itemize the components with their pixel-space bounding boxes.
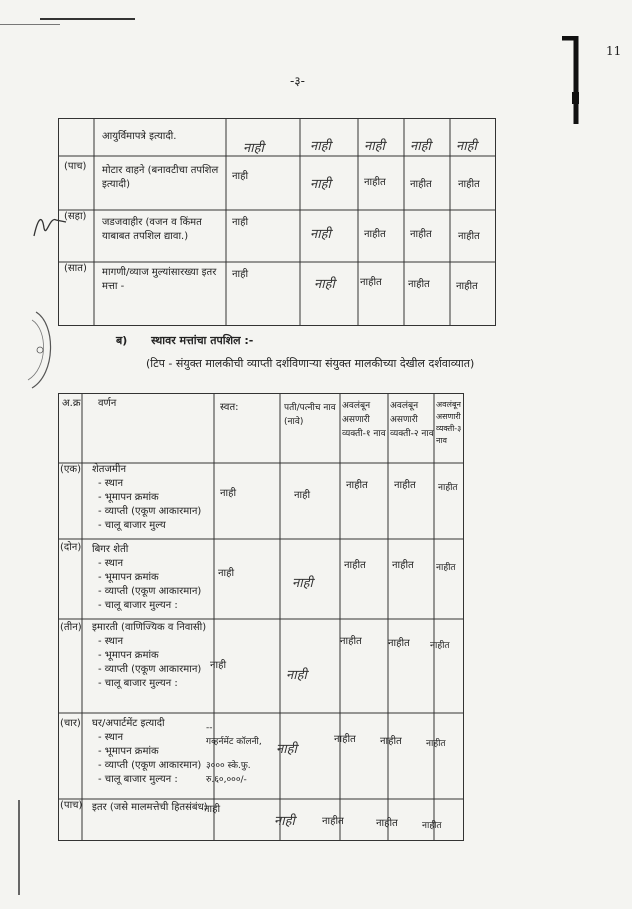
row-description: आयुर्विमापत्रे इत्यादी. [102, 131, 177, 142]
row-item: - भूमापन क्रमांक [98, 572, 159, 583]
dependent1-value: नाहीत [364, 177, 386, 188]
self-value: नाही [232, 269, 249, 280]
row-description: मोटार वाहने (बनावटीचा तपशिल इत्यादी) [102, 165, 219, 190]
header-description: वर्णन [98, 398, 117, 409]
scan-edge [18, 800, 20, 895]
dependent2-value: नाहीत [380, 736, 402, 747]
row-item: - स्थान [98, 478, 124, 489]
row-index: (चार) [60, 718, 81, 729]
dependent1-value: नाहीत [344, 560, 366, 571]
spouse-value: नाही [294, 490, 311, 501]
row-description: जडजवाहीर (वजन व किंमत याबाबत तपशिल द्यावा.) [102, 217, 202, 242]
row-item: - चालू बाजार मुल्यन : [98, 600, 178, 611]
self-value-line: गव्हर्नमेंट कॉलनी, [206, 737, 262, 747]
dependent2-value: नाही [410, 139, 431, 154]
row-item: - व्याप्ती (एकूण आकारमान) [98, 506, 202, 517]
dependent3-value: नाही [456, 139, 477, 154]
dependent1-value: नाहीत [322, 816, 344, 827]
row-item: - चालू बाजार मुल्य [98, 520, 166, 531]
row-title [92, 717, 212, 787]
dependent2-value: नाहीत [408, 279, 430, 290]
row-item: - भूमापन क्रमांक [98, 746, 159, 757]
self-value-line: -- [206, 723, 213, 733]
row-index: (एक) [60, 464, 82, 475]
section-note: (टिप - संयुक्त मालकीची व्याप्ती दर्शविणाऱ्या संयुक्त मालकीच्या देखील दर्शवाव्यात) [146, 357, 475, 370]
row-item: - व्याप्ती (एकूण आकारमान) [98, 586, 202, 597]
row-title [92, 543, 212, 613]
self-value: नाही [204, 804, 221, 815]
dependent1-value: नाहीत [364, 229, 386, 240]
dependent3-value: नाहीत [456, 281, 478, 292]
movable-assets-table [58, 118, 496, 326]
header-dependent1: अवलंबून असणारी व्यक्ती-१ नाव [342, 401, 386, 439]
dependent1-value: नाहीत [334, 734, 356, 745]
row-title-text: बिगर शेती [92, 544, 129, 555]
dependent1-value: नाहीत [346, 480, 368, 491]
self-value: नाही [232, 217, 249, 228]
dependent2-value: नाहीत [410, 229, 432, 240]
self-value: नाही [218, 568, 235, 579]
spouse-value: नाही [310, 227, 331, 242]
row-item: - व्याप्ती (एकूण आकारमान) [98, 760, 202, 771]
dependent1-value: नाहीत [360, 277, 382, 288]
row-index: (दोन) [60, 542, 82, 553]
header-dependent3: अवलंबून असणारी व्यक्ती-३ नाव [436, 400, 462, 445]
dependent3-value: नाहीत [422, 821, 442, 831]
row-item: - स्थान [98, 558, 124, 569]
section-title: स्थावर मत्तांचा तपशिल :- [151, 334, 254, 347]
header-spouse: पती/पत्नीच नाव (नावे) [284, 403, 336, 427]
row-title-text: घर/अपार्टमेंट इत्यादी [92, 718, 165, 729]
row-title-text: शेतजमीन [92, 464, 127, 475]
spouse-value: नाही [286, 668, 307, 683]
seal-stamp [22, 310, 58, 390]
row-index: (सहा) [64, 211, 87, 222]
header-index: अ.क्र [62, 398, 81, 409]
header-dependent2: अवलंबून असणारी व्यक्ती-२ नाव [390, 401, 434, 439]
dependent3-value: नाहीत [426, 739, 446, 749]
self-value [206, 721, 280, 787]
spouse-value: नाही [310, 177, 331, 192]
self-value [208, 659, 227, 673]
dependent1-value: नाही [364, 139, 385, 154]
header-self: स्वत: [220, 402, 239, 413]
self-value-text: नाही [210, 660, 227, 671]
row-item: - भूमापन क्रमांक [98, 650, 159, 661]
scan-edge [0, 24, 60, 25]
row-item: - स्थान [98, 732, 124, 743]
row-title [92, 621, 212, 691]
margin-bracket-mark [560, 36, 580, 126]
row-index: (सात) [64, 263, 87, 274]
dependent2-value: नाहीत [376, 818, 398, 829]
row-index: (तीन) [60, 622, 82, 633]
row-index: (पाच) [60, 800, 83, 811]
dependent1-value: नाहीत [340, 636, 362, 647]
spouse-value: नाही [276, 742, 297, 757]
row-index: (पाच) [64, 161, 87, 172]
row-title-text: इमारती (वाणिज्यिक व निवासी) [92, 622, 207, 633]
section-marker: ब) [116, 334, 128, 347]
self-value: नाही [232, 171, 249, 182]
dependent3-value: नाहीत [438, 483, 458, 493]
dependent2-value: नाहीत [392, 560, 414, 571]
row-item: - भूमापन क्रमांक [98, 492, 159, 503]
row-item: - स्थान [98, 636, 124, 647]
corner-number: 11 [606, 44, 622, 58]
dependent3-value: नाहीत [458, 231, 480, 242]
dependent2-value: नाहीत [388, 638, 410, 649]
page-number: -३- [290, 74, 305, 88]
spouse-value: नाही [310, 139, 331, 154]
dependent3-value: नाहीत [436, 563, 456, 573]
dependent3-value: नाहीत [430, 641, 450, 651]
row-item: - चालू बाजार मुल्यन : [98, 678, 178, 689]
scan-edge [40, 18, 135, 20]
dependent2-value: नाहीत [410, 179, 432, 190]
row-item: - चालू बाजार मुल्यन : [98, 774, 178, 785]
section-heading [116, 333, 253, 348]
dependent3-value: नाहीत [458, 179, 480, 190]
row-item: - व्याप्ती (एकूण आकारमान) [98, 664, 202, 675]
spouse-value: नाही [292, 576, 313, 591]
immovable-assets-table [58, 393, 464, 841]
row-description: मागणी/व्याज मुल्यांसारख्या इतर मत्ता - [102, 267, 217, 292]
spouse-value: नाही [274, 814, 295, 829]
self-value: नाही [243, 141, 264, 156]
spouse-value: नाही [314, 277, 335, 292]
row-title [92, 463, 212, 533]
row-title: इतर (जसे मालमत्तेची हितसंबंध) [92, 802, 208, 813]
self-value: नाही [220, 488, 237, 499]
self-value-line: ३००० स्के.फु. [206, 761, 251, 771]
dependent2-value: नाहीत [394, 480, 416, 491]
self-value-line: रु.६०,०००/- [206, 775, 247, 785]
